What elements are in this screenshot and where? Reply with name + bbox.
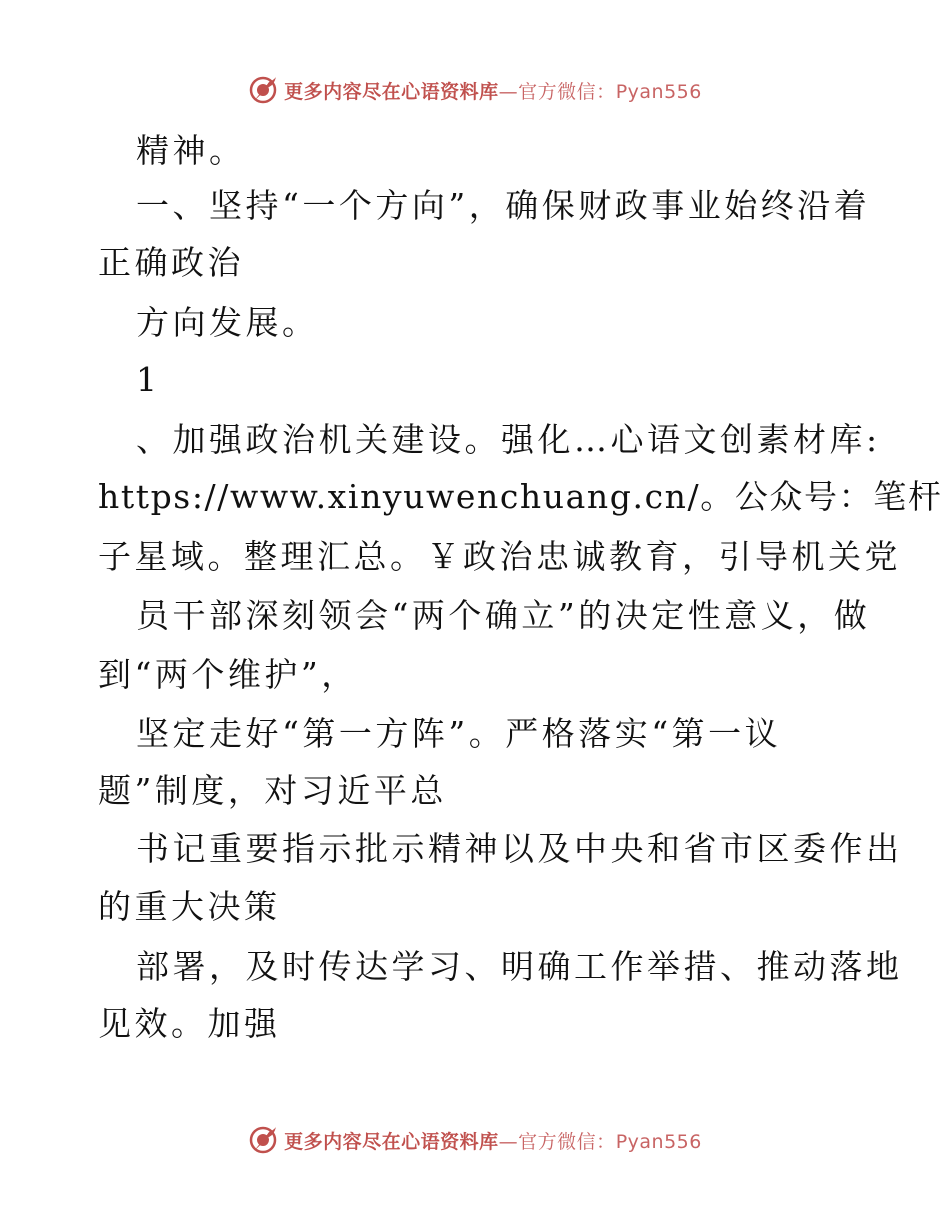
header-wechat-id: Pyan556 [615, 80, 702, 103]
text-line: 见效。加强 [98, 1004, 281, 1043]
header-brand-text: 更多内容尽在心语资料库 [284, 80, 499, 103]
footer-banner-text [284, 1127, 702, 1154]
text-line: 一、坚持“一个方向”，确保财政事业始终沿着 [136, 186, 871, 225]
text-line: 到“两个维护”， [98, 655, 358, 694]
text-line: 题”制度，对习近平总 [98, 771, 447, 810]
text-line: 员干部深刻领会“两个确立”的决定性意义，做 [136, 596, 871, 635]
text-line: 子星域。整理汇总。￥政治忠诚教育，引导机关党 [98, 537, 901, 576]
footer-dash: — [498, 1130, 519, 1153]
text-line: 精神。 [136, 131, 246, 170]
header-dash: — [498, 80, 519, 103]
quill-logo-icon [248, 1125, 278, 1155]
footer-banner [0, 1122, 950, 1158]
text-line: 、加强政治机关建设。强化…心语文创素材库: [136, 420, 881, 459]
text-line: 正确政治 [98, 243, 244, 282]
text-line: 的重大决策 [98, 887, 281, 926]
footer-wechat-label: 官方微信： [518, 1130, 616, 1153]
text-line: 方向发展。 [136, 303, 319, 342]
header-wechat-label: 官方微信： [518, 80, 616, 103]
text-line: 1 [136, 360, 161, 399]
footer-wechat-id: Pyan556 [615, 1130, 702, 1153]
text-line: 坚定走好“第一方阵”。严格落实“第一议 [136, 714, 782, 753]
footer-brand-text: 更多内容尽在心语资料库 [284, 1130, 499, 1153]
text-line: https://www.xinyuwenchuang.cn/。公众号：笔杆 [98, 477, 943, 516]
text-line: 部署，及时传达学习、明确工作举措、推动落地 [136, 947, 903, 986]
text-line: 书记重要指示批示精神以及中央和省市区委作出 [136, 829, 903, 868]
